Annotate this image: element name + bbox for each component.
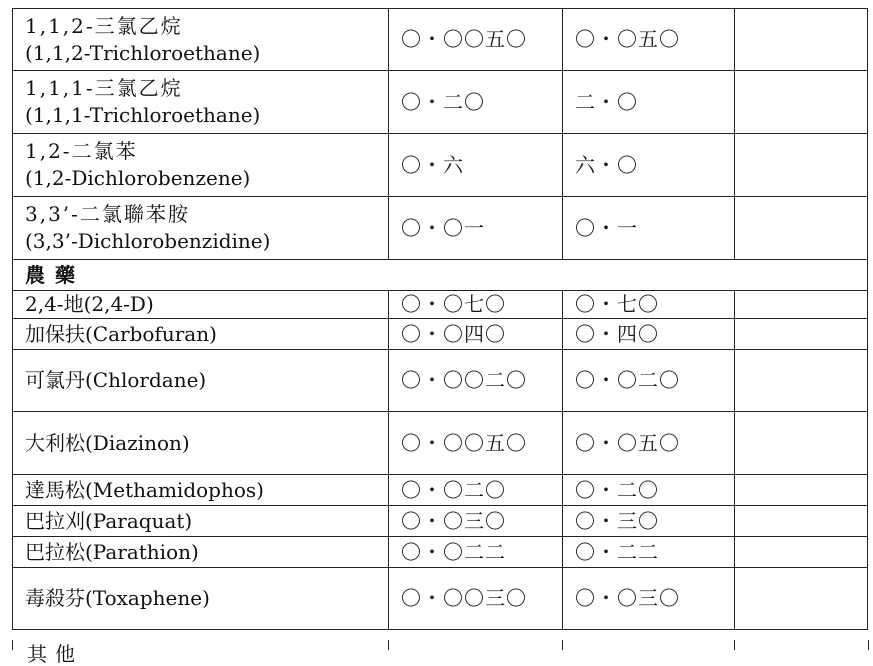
table-row <box>13 506 868 537</box>
limit-value: 〇・〇五〇 <box>575 27 680 51</box>
limit-value-cell <box>389 9 563 71</box>
limit-value: 六・〇 <box>575 152 638 177</box>
limit-value: 〇・〇五〇 <box>575 430 680 455</box>
partial-next-row <box>12 640 867 666</box>
substance-name-cell <box>13 197 389 260</box>
empty-cell <box>735 568 868 630</box>
limit-value-cell <box>389 475 563 506</box>
limit-value-cell <box>563 412 735 475</box>
limit-value-cell <box>563 291 735 319</box>
substance-en-name: (3,3’-Dichlorobenzidine) <box>25 229 271 253</box>
limit-value-cell <box>563 319 735 350</box>
limit-value-cell <box>563 568 735 630</box>
substance-zh-name: 1,1,1-三氯乙烷 <box>25 76 183 100</box>
partial-cell <box>388 640 563 650</box>
substance-en-name: (1,2-Dichlorobenzene) <box>25 166 251 190</box>
table-row <box>13 291 868 319</box>
substance-name-cell <box>13 350 389 412</box>
table-row <box>13 350 868 412</box>
substance-name-cell <box>13 291 389 319</box>
limit-value: 〇・〇〇五〇 <box>401 27 527 51</box>
limit-value-cell <box>389 506 563 537</box>
limit-value-cell <box>389 350 563 412</box>
table-row <box>13 134 868 197</box>
substance-name: 巴拉刈(Paraquat) <box>25 508 193 533</box>
limit-value: 二・〇 <box>575 89 638 114</box>
limit-value-cell <box>563 71 735 134</box>
limit-value-cell <box>389 319 563 350</box>
empty-cell <box>735 134 868 197</box>
limit-value-cell <box>389 537 563 568</box>
limit-value: 〇・〇二〇 <box>401 477 506 502</box>
limit-value: 〇・二二 <box>575 539 659 564</box>
limit-value: 〇・七〇 <box>575 292 659 316</box>
limit-value-cell <box>389 197 563 260</box>
empty-cell <box>735 291 868 319</box>
empty-cell <box>735 9 868 71</box>
empty-cell <box>735 412 868 475</box>
partial-cell <box>12 640 389 666</box>
standards-table <box>12 8 868 630</box>
empty-cell <box>735 71 868 134</box>
substance-name-cell <box>13 537 389 568</box>
limit-value-cell <box>563 197 735 260</box>
substance-name: 巴拉松(Parathion) <box>25 539 199 564</box>
substance-name-cell <box>13 9 389 71</box>
limit-value-cell <box>389 412 563 475</box>
category-heading: 農藥 <box>13 260 868 291</box>
substance-name: 2,4-地(2,4-D) <box>25 292 154 316</box>
limit-value: 〇・三〇 <box>575 508 659 533</box>
table-row <box>13 537 868 568</box>
limit-value-cell <box>389 134 563 197</box>
limit-value: 〇・〇一 <box>401 215 485 240</box>
table-row <box>13 197 868 260</box>
substance-en-name: (1,1,2-Trichloroethane) <box>25 40 261 65</box>
limit-value-cell <box>563 350 735 412</box>
table-row <box>13 568 868 630</box>
substance-zh-name: 1,1,2-三氯乙烷 <box>25 13 183 38</box>
substance-zh-name: 1,2-二氯苯 <box>25 139 138 163</box>
substance-name-cell <box>13 319 389 350</box>
substance-name-cell <box>13 71 389 134</box>
limit-value-cell <box>389 568 563 630</box>
table-row <box>13 71 868 134</box>
limit-value-cell <box>563 475 735 506</box>
empty-cell <box>735 506 868 537</box>
limit-value-cell <box>563 537 735 568</box>
limit-value: 〇・一 <box>575 215 638 240</box>
empty-cell <box>735 475 868 506</box>
empty-cell <box>735 319 868 350</box>
limit-value-cell <box>389 291 563 319</box>
limit-value: 〇・〇三〇 <box>575 586 680 610</box>
substance-name-cell <box>13 506 389 537</box>
limit-value: 〇・〇七〇 <box>401 292 506 316</box>
limit-value: 〇・六 <box>401 152 464 177</box>
category-row <box>13 260 868 291</box>
table-row <box>13 319 868 350</box>
limit-value: 〇・四〇 <box>575 321 659 346</box>
substance-name: 加保扶(Carbofuran) <box>25 321 217 346</box>
limit-value: 〇・〇〇三〇 <box>401 586 527 610</box>
next-category-heading: 其他 <box>27 642 83 666</box>
limit-value: 〇・〇三〇 <box>401 508 506 533</box>
limit-value-cell <box>563 506 735 537</box>
table-row <box>13 9 868 71</box>
substance-name-cell <box>13 412 389 475</box>
limit-value: 〇・〇〇五〇 <box>401 430 527 455</box>
limit-value-cell <box>563 134 735 197</box>
partial-cell <box>562 640 735 650</box>
limit-value-cell <box>563 9 735 71</box>
limit-value-cell <box>389 71 563 134</box>
substance-name: 毒殺芬(Toxaphene) <box>25 586 210 610</box>
limit-value: 〇・〇二二 <box>401 539 506 564</box>
substance-name-cell <box>13 134 389 197</box>
substance-name: 可氯丹(Chlordane) <box>25 368 207 392</box>
substance-en-name: (1,1,1-Trichloroethane) <box>25 103 261 127</box>
substance-name-cell <box>13 568 389 630</box>
table-row <box>13 475 868 506</box>
limit-value: 〇・〇〇二〇 <box>401 368 527 392</box>
substance-name: 達馬松(Methamidophos) <box>25 477 264 502</box>
limit-value: 〇・〇二〇 <box>575 368 680 392</box>
limit-value: 〇・〇四〇 <box>401 321 506 346</box>
empty-cell <box>735 537 868 568</box>
empty-cell <box>735 197 868 260</box>
table-row <box>13 412 868 475</box>
substance-name-cell <box>13 475 389 506</box>
empty-cell <box>735 350 868 412</box>
substance-name: 大利松(Diazinon) <box>25 430 190 455</box>
limit-value: 〇・二〇 <box>575 477 659 502</box>
partial-cell <box>734 640 869 650</box>
limit-value: 〇・二〇 <box>401 89 485 114</box>
substance-zh-name: 3,3’-二氯聯苯胺 <box>25 202 190 226</box>
